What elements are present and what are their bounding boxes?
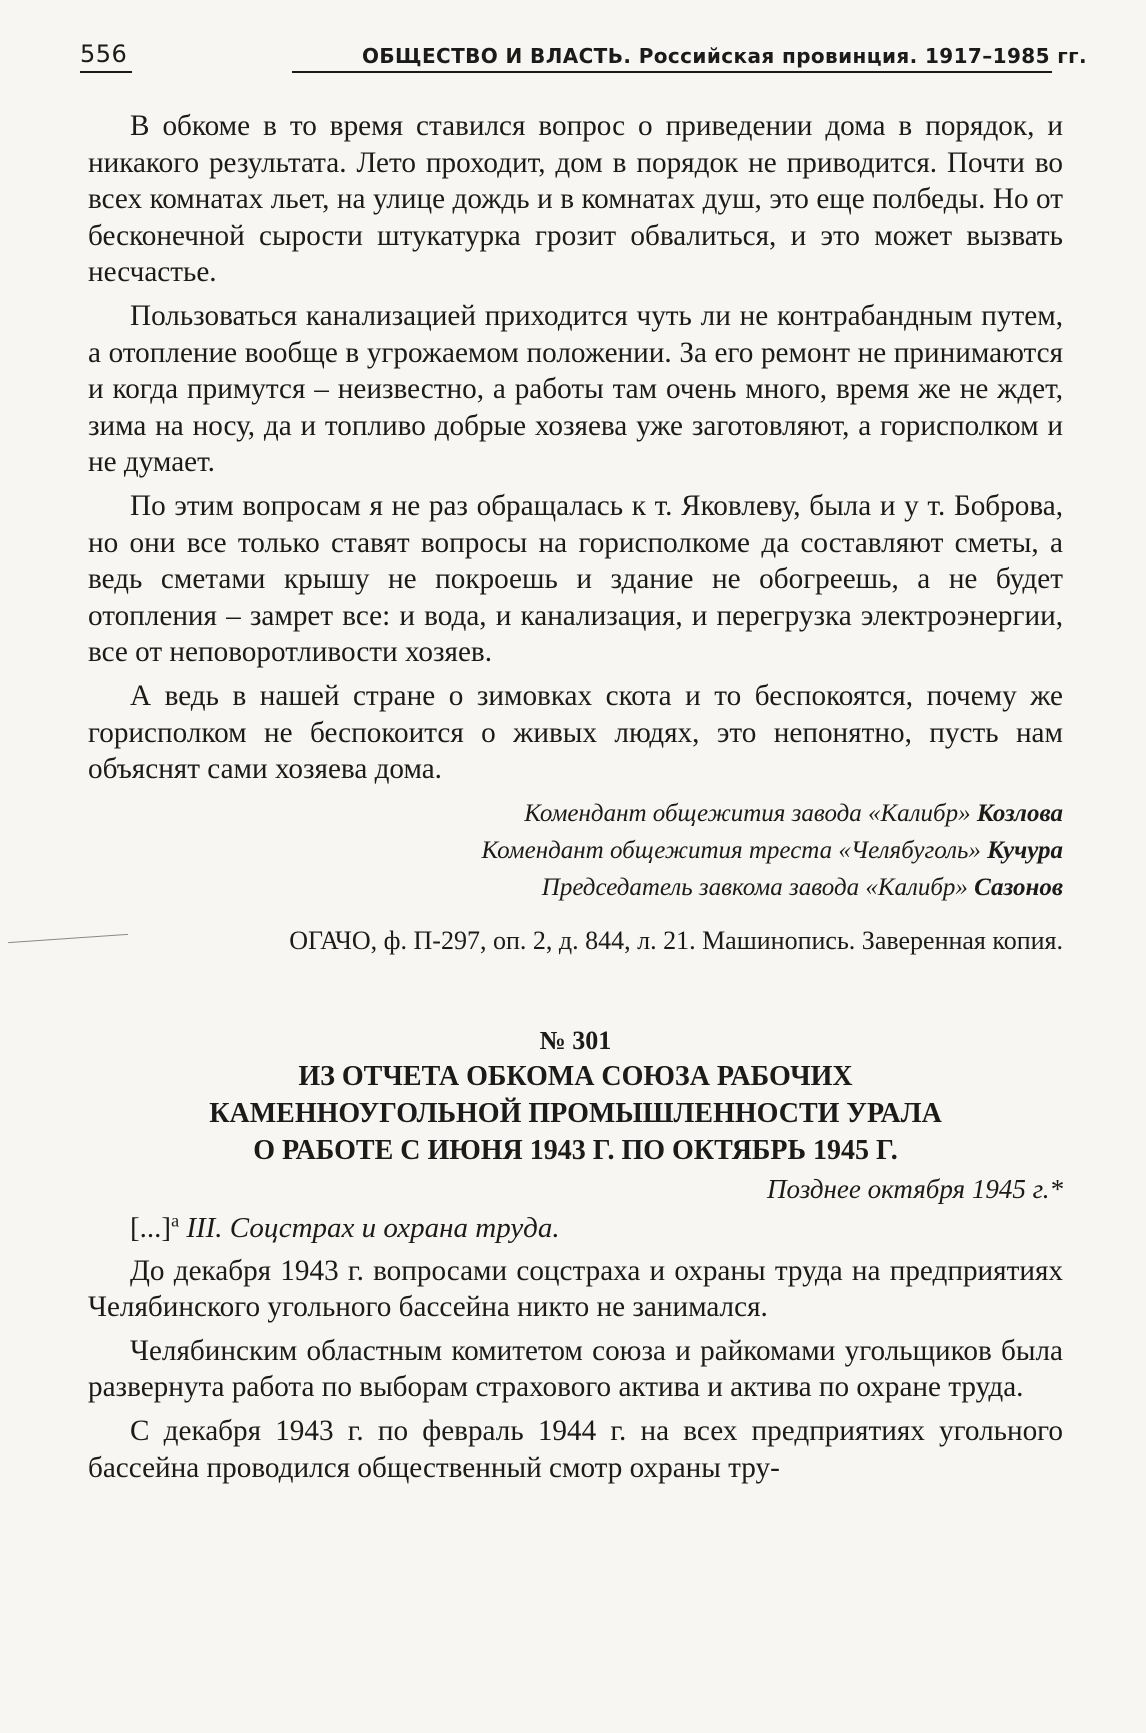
signature-position: Председатель завкома завода «Калибр» [541,873,968,901]
page-number-underline [80,71,132,73]
paragraph: С декабря 1943 г. по февраль 1944 г. на всех предприятиях угольного бассейна проводился общественный смотр охраны тру- [88,1415,1063,1484]
paragraph: Челябинским областным комитетом союза и райкомами угольщиков была развернута работа по выборам страхового актива и актива по охране труда. [88,1334,1063,1404]
document-text [88,1253,1063,1487]
archive-reference: ОГАЧО, ф. П-297, оп. 2, д. 844, л. 21. Машинопись. Заверенная копия. [289,925,1063,955]
signature-position: Комендант общежития треста «Челябуголь» [481,836,981,864]
header-rule [292,71,1052,73]
signature-line [88,832,1063,869]
letter-text [88,108,1063,788]
page-number: 556 [80,40,128,68]
section-title: III. Соцстрах и охрана труда. [186,1211,560,1244]
document-number: № 301 [539,1025,612,1055]
signatures-block [88,795,1063,906]
document-date: Позднее октября 1945 г.* [767,1173,1063,1204]
omission-mark: [...] [130,1211,172,1244]
footnote-marker: а [171,1210,180,1231]
paragraph: До декабря 1943 г. вопросами соцстраха и охраны труда на предприятиях Челябинского угольного бассейна никто не занимался. [88,1254,1063,1324]
document-title-line: О РАБОТЕ С ИЮНЯ 1943 Г. ПО ОКТЯБРЬ 1945 Г. [253,1134,898,1166]
signature-name: Козлова [976,799,1063,827]
page-header [80,38,1087,78]
running-title: ОБЩЕСТВО И ВЛАСТЬ. Российская провинция. 1917–1985 гг. [362,44,1087,68]
paragraph: По этим вопросам я не раз обращалась к т. Яковлеву, была и у т. Боброва, но они все только ставят вопросы на горисполкоме да составляют сметы, а ведь сметами крышу не покроешь и здание не обогреешь, а не будет отопления – замрет все: и вода, и канализация, и перегрузка электроэнергии, все от неповоротливости хозяев. [88,489,1063,669]
paragraph: Пользоваться канализацией приходится чуть ли не контрабандным путем, а отопление вообще в угрожаемом положении. За его ремонт не принимаются и когда примутся – неизвестно, а работы там очень много, время же не ждет, зима на носу, да и топливо добрые хозяева уже заготовляют, а горисполком и не думает. [88,299,1063,479]
page-body [88,108,1063,1493]
document-title-line: КАМЕННОУГОЛЬНОЙ ПРОМЫШЛЕННОСТИ УРАЛА [209,1097,942,1129]
signature-position: Комендант общежития завода «Калибр» [524,799,971,827]
paragraph: В обкоме в то время ставился вопрос о приведении дома в порядок, и никакого результата. Лето проходит, дом в порядок не приводится. Почти во всех комнатах льет, на улице дождь и в комнатах душ, это еще полбеды. Но от бесконечной сырости штукатурка грозит обвалиться, и это может вызвать несчастье. [88,110,1063,289]
document-title [88,1058,1063,1169]
paragraph: А ведь в нашей стране о зимовках скота и то беспокоятся, почему же горисполком не беспокоится о живых людях, это непонятно, пусть нам объяснят сами хозяева дома. [88,679,1063,786]
document-title-line: ИЗ ОТЧЕТА ОБКОМА СОЮЗА РАБОЧИХ [298,1060,853,1092]
signature-line [88,795,1063,832]
section-heading [88,1209,1063,1247]
signature-line [88,869,1063,906]
signature-name: Сазонов [974,873,1063,901]
signature-name: Кучура [987,836,1063,864]
